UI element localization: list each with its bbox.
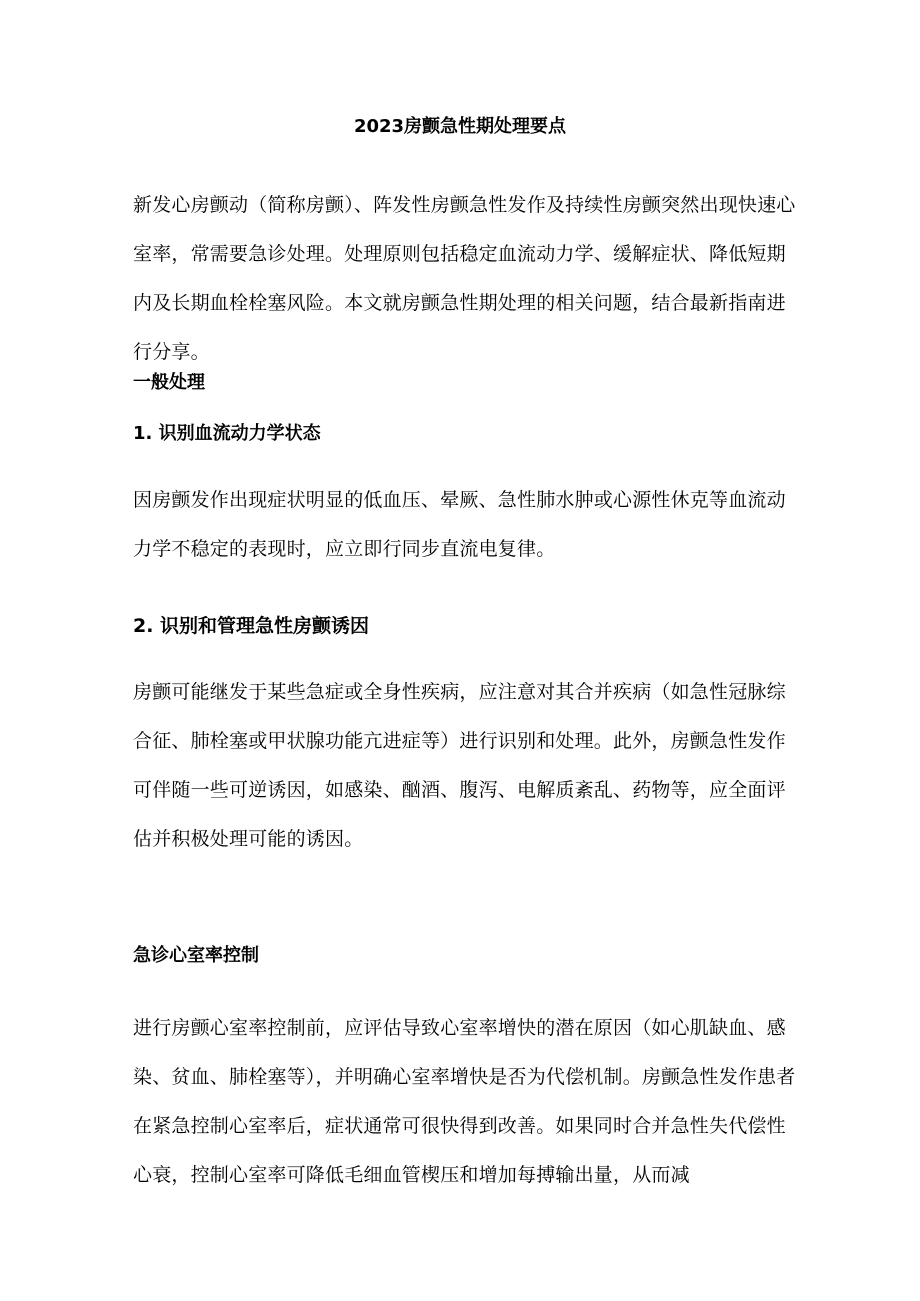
section-heading-general: 一般处理 xyxy=(133,372,205,393)
document-title: 2023房颤急性期处理要点 xyxy=(353,116,567,137)
intro-paragraph: 新发心房颤动（简称房颤）、阵发性房颤急性发作及持续性房颤突然出现快速心室率，常需要急诊处理。处理原则包括稳定血流动力学、缓解症状、降低短期内及长期血栓栓塞风险。本文就房颤急性期处理的相关问题，结合最新指南进行分享。 xyxy=(133,194,796,363)
section-heading-rate-control: 急诊心室率控制 xyxy=(133,945,259,966)
subheading-hemodynamic: 1. 识别血流动力学状态 xyxy=(133,423,321,444)
paragraph-hemodynamic: 因房颤发作出现症状明显的低血压、晕厥、急性肺水肿或心源性休克等血流动力学不稳定的表现时，应立即行同步直流电复律。 xyxy=(133,489,786,560)
paragraph-rate-control: 进行房颤心室率控制前，应评估导致心室率增快的潜在原因（如心肌缺血、感染、贫血、肺栓塞等），并明确心室率增快是否为代偿机制。房颤急性发作患者在紧急控制心室率后，症状通常可很快得到改善。如果同时合并急性失代偿性心衰，控制心室率可降低毛细血管楔压和增加每搏输出量，从而减 xyxy=(133,1017,796,1186)
paragraph-triggers: 房颤可能继发于某些急症或全身性疾病，应注意对其合并疾病（如急性冠脉综合征、肺栓塞或甲状腺功能亢进症等）进行识别和处理。此外，房颤急性发作可伴随一些可逆诱因，如感染、酗酒、腹泻、电解质紊乱、药物等，应全面评估并积极处理可能的诱因。 xyxy=(133,681,786,850)
subheading-triggers: 2. 识别和管理急性房颤诱因 xyxy=(133,615,370,637)
